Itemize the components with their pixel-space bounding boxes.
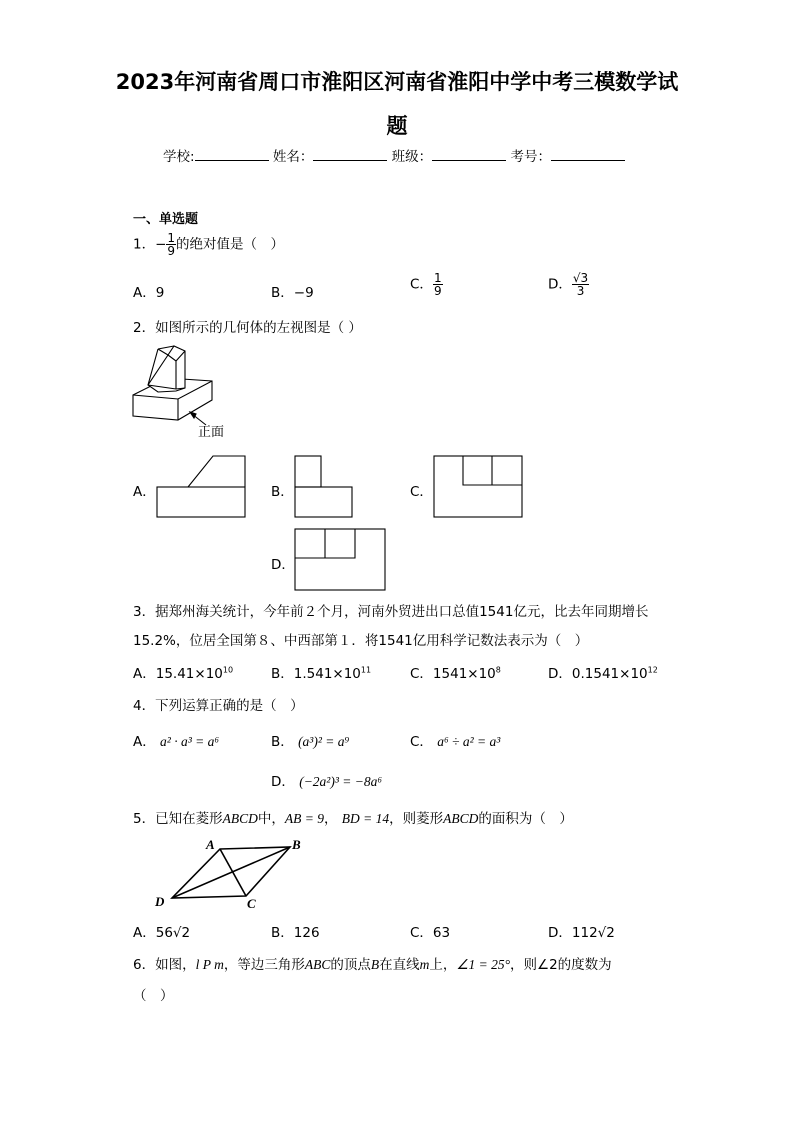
field-school-blank[interactable] bbox=[195, 148, 269, 161]
q6-line-m: m bbox=[419, 957, 430, 972]
q5-rhombus-name: ABCD bbox=[222, 811, 258, 826]
q5-vertex-c: C bbox=[247, 896, 256, 911]
q2-option-d-figure[interactable] bbox=[294, 527, 388, 593]
doc-title-line2: 题 bbox=[386, 114, 408, 138]
q5-rhombus-figure bbox=[150, 835, 320, 911]
q5-option-b[interactable]: B．126 bbox=[271, 925, 320, 941]
q4-option-d[interactable] bbox=[271, 770, 382, 790]
q3-option-b[interactable] bbox=[271, 662, 371, 682]
q4-c-expr: a⁶ ÷ a² = a³ bbox=[437, 734, 501, 749]
q1-c-den: 9 bbox=[433, 284, 442, 298]
q3-d-base: D．0.1541×10 bbox=[548, 666, 648, 682]
q2-option-c-figure[interactable] bbox=[433, 454, 525, 520]
q5-option-d[interactable]: D．112√2 bbox=[548, 925, 615, 941]
q6-angle1: ∠1 = 25° bbox=[456, 957, 510, 972]
q1-c-label: C． bbox=[410, 276, 433, 293]
q1-frac-den: 9 bbox=[167, 244, 176, 258]
q5-text-d: 的面积为（ ） bbox=[478, 811, 573, 827]
q5-option-c[interactable]: C．63 bbox=[410, 925, 451, 941]
q4-d-label: D． bbox=[271, 774, 295, 790]
q6-text-c: 的顶点 bbox=[330, 957, 371, 973]
q5-vertex-b: B bbox=[292, 837, 301, 852]
q4-c-label: C． bbox=[410, 734, 433, 750]
q5-vertex-d: D bbox=[155, 894, 165, 909]
q1-option-a[interactable]: A．9 bbox=[133, 285, 165, 301]
q5-text-b: 中， bbox=[257, 811, 285, 827]
q1-option-d[interactable] bbox=[548, 272, 589, 297]
q6-text-d: 在直线 bbox=[379, 957, 420, 973]
q1-number: 1． bbox=[133, 236, 156, 253]
q2-solid-figure bbox=[128, 343, 228, 440]
q1-d-label: D． bbox=[548, 276, 572, 293]
q2-option-d-label[interactable]: D． bbox=[271, 557, 295, 573]
info-fields bbox=[163, 145, 625, 165]
q3-a-base: A．15.41×10 bbox=[133, 666, 223, 682]
q2-front-label: 正面 bbox=[198, 425, 225, 440]
field-name-blank[interactable] bbox=[313, 148, 387, 161]
q6-stem-line2: （ ） bbox=[133, 988, 174, 1004]
field-name-label: 姓名： bbox=[272, 149, 314, 165]
q3-c-base: C．1541×10 bbox=[410, 666, 496, 682]
q1-d-fraction bbox=[572, 272, 589, 297]
q4-a-label: A． bbox=[133, 734, 156, 750]
q3-option-c[interactable] bbox=[410, 662, 501, 682]
q3-a-exp: 10 bbox=[222, 665, 234, 675]
q5-rhombus-name-2: ABCD bbox=[443, 811, 479, 826]
section-heading: 一、单选题 bbox=[133, 212, 199, 227]
q4-b-expr: (a³)² = a⁹ bbox=[298, 734, 350, 749]
q6-text-b: ，等边三角形 bbox=[223, 957, 305, 973]
q1-option-c[interactable] bbox=[410, 272, 443, 297]
q3-c-exp: 8 bbox=[495, 665, 501, 675]
q3-d-exp: 12 bbox=[647, 665, 658, 675]
q5-text-c: ，则菱形 bbox=[389, 811, 444, 827]
q3-b-exp: 11 bbox=[360, 665, 372, 675]
field-school-label: 学校: bbox=[163, 149, 195, 165]
q1-option-b[interactable]: B．−9 bbox=[271, 285, 314, 301]
q6-text-a: 6．如图， bbox=[133, 957, 196, 973]
q1-c-num: 1 bbox=[433, 271, 442, 285]
q1-stem-text: 的绝对值是（ ） bbox=[176, 236, 285, 253]
q6-text-e: 上， bbox=[429, 957, 457, 973]
q1-d-den: 3 bbox=[576, 284, 585, 298]
q2-option-a-figure[interactable] bbox=[156, 454, 248, 520]
q6-vertex-b: B bbox=[370, 957, 380, 972]
q4-option-b[interactable] bbox=[271, 730, 349, 750]
q4-b-label: B． bbox=[271, 734, 294, 750]
q6-relation: l P m bbox=[195, 957, 224, 972]
q3-stem-line2: 15.2%，位居全国第８、中西部第１．将1541亿用科学记数法表示为（ ） bbox=[133, 633, 589, 649]
q6-stem-line1 bbox=[133, 953, 612, 973]
q5-text-a: 5．已知在菱形 bbox=[133, 811, 223, 827]
q5-stem: 5．已知在菱形ABCD中，AB = 9， BD = 14，则菱形ABCD的面积为（ ） bbox=[133, 811, 573, 827]
q4-stem: 4．下列运算正确的是（ ） bbox=[133, 698, 304, 714]
q1-fraction bbox=[166, 232, 176, 257]
q5-bd: BD = 14 bbox=[341, 811, 390, 826]
q1-c-fraction bbox=[433, 272, 443, 297]
q3-option-d[interactable] bbox=[548, 662, 658, 682]
q3-b-base: B．1.541×10 bbox=[271, 666, 361, 682]
field-id-label: 考号： bbox=[510, 149, 551, 165]
field-class-blank[interactable] bbox=[432, 148, 506, 161]
field-class-label: 班级： bbox=[391, 149, 433, 165]
q4-d-expr: (−2a²)³ = −8a⁶ bbox=[299, 774, 383, 789]
q2-option-a-label[interactable]: A． bbox=[133, 484, 156, 500]
q5-ab: AB = 9 bbox=[284, 811, 324, 826]
q3-stem-line1: 3．据郑州海关统计，今年前２个月，河南外贸进出口总值1541亿元，比去年同期增长 bbox=[133, 604, 649, 620]
q2-option-b-figure[interactable] bbox=[294, 454, 354, 520]
q2-option-b-label[interactable]: B． bbox=[271, 484, 294, 500]
q4-option-a[interactable] bbox=[133, 730, 219, 750]
q4-a-expr: a² · a³ = a⁶ bbox=[160, 734, 220, 749]
q1-frac-num: 1 bbox=[167, 231, 176, 245]
q5-option-a[interactable]: A．56√2 bbox=[133, 925, 191, 941]
field-id-blank[interactable] bbox=[551, 148, 625, 161]
q3-option-a[interactable] bbox=[133, 662, 233, 682]
q1-neg-sign: − bbox=[155, 236, 167, 253]
q6-text-f: ，则∠2的度数为 bbox=[509, 957, 612, 973]
q6-triangle-name: ABC bbox=[304, 957, 331, 972]
q2-stem: 2．如图所示的几何体的左视图是（ ） bbox=[133, 320, 362, 336]
doc-title-line1: 2023年河南省周口市淮阳区河南省淮阳中学中考三模数学试 bbox=[115, 70, 679, 94]
q1-stem bbox=[133, 232, 284, 257]
q2-option-c-label[interactable]: C． bbox=[410, 484, 433, 500]
q1-d-num: √3 bbox=[572, 271, 589, 285]
q5-vertex-a: A bbox=[206, 837, 215, 852]
q4-option-c[interactable] bbox=[410, 730, 500, 750]
